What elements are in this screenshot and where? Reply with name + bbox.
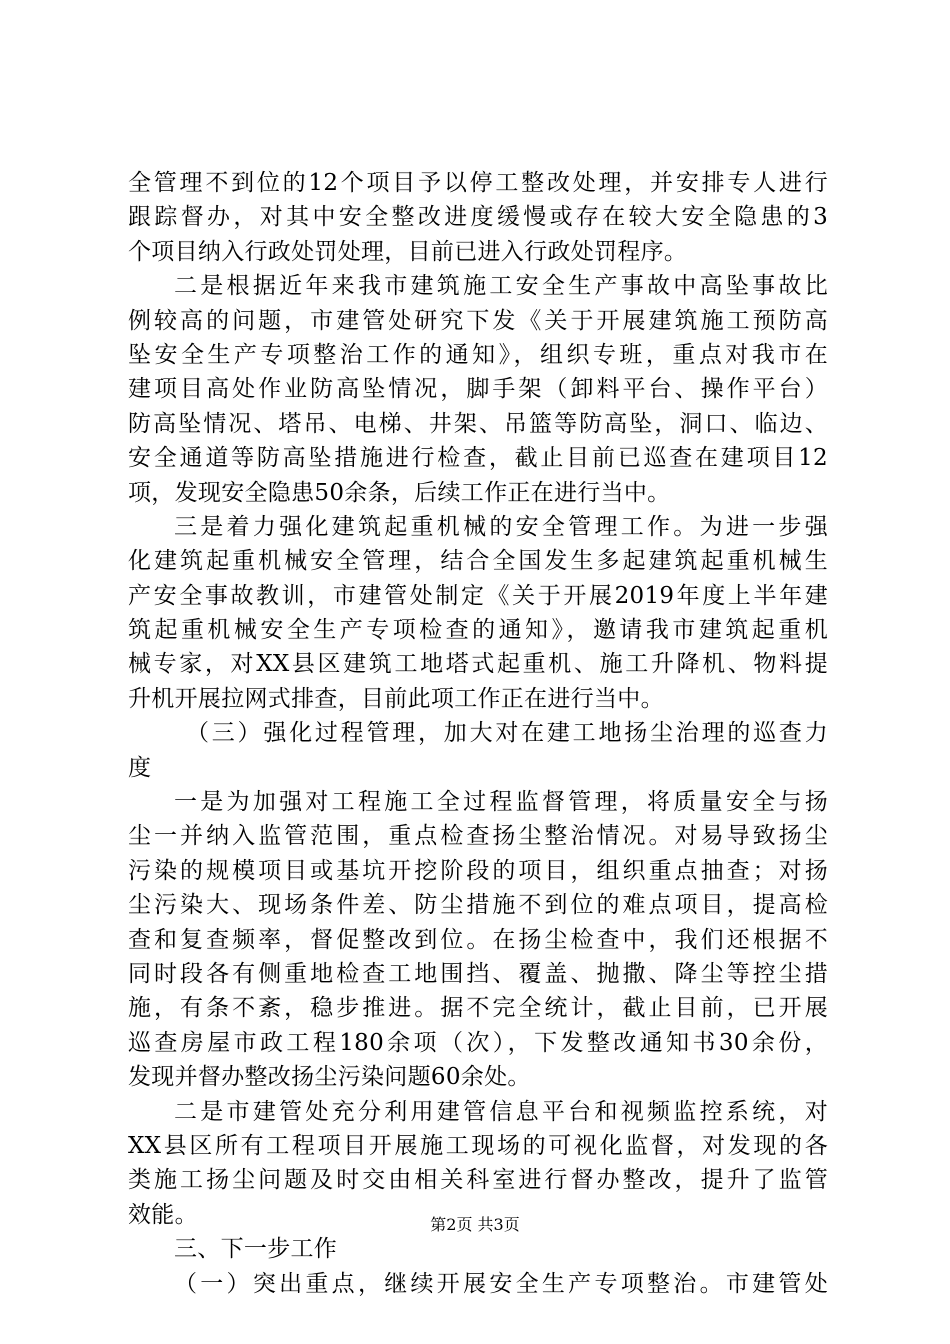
text-line: 坠安全生产专项整治工作的通知》，组织专班，重点对我市在 [128,341,828,368]
text-line: 发现并督办整改扬尘污染问题60余处。 [128,1064,531,1091]
text-line: XX县区所有工程项目开展施工现场的可视化监督，对发现的各 [128,1132,828,1159]
text-line: 污染的规模项目或基坑开挖阶段的项目，组织重点抽查；对扬 [128,857,828,884]
section-heading: （三）强化过程管理，加大对在建工地扬尘治理的巡查力 [186,720,828,747]
body-text [128,166,828,1301]
text-line: 类施工扬尘问题及时交由相关科室进行督办整改，提升了监管 [128,1167,828,1194]
text-line: 建项目高处作业防高坠情况，脚手架（卸料平台、操作平台） [128,376,828,403]
text-line: 全管理不到位的12个项目予以停工整改处理，并安排专人进行 [128,170,828,196]
text-line: 查和复查频率，督促整改到位。在扬尘检查中，我们还根据不 [128,926,828,953]
section-heading: 三、下一步工作 [174,1236,338,1263]
text-line: 二是市建管处充分利用建管信息平台和视频监控系统，对 [174,1098,828,1125]
text-line: 安全通道等防高坠措施进行检查，截止目前已巡查在建项目12 [128,445,828,472]
text-line: 筑起重机械安全生产专项检查的通知》，邀请我市建筑起重机 [128,617,828,644]
text-line: 二是根据近年来我市建筑施工安全生产事故中高坠事故比 [174,273,828,300]
section-heading: （一）突出重点，继续开展安全生产专项整治。市建管处 [174,1270,828,1297]
text-line: 化建筑起重机械安全管理，结合全国发生多起建筑起重机械生 [128,548,828,575]
text-line: 一是为加强对工程施工全过程监督管理，将质量安全与扬 [174,789,828,816]
text-line: 例较高的问题，市建管处研究下发《关于开展建筑施工预防高 [128,307,828,334]
text-line: 项，发现安全隐患50余条，后续工作正在进行当中。 [128,479,671,506]
text-line: 施，有条不紊，稳步推进。据不完全统计，截止目前，已开展 [128,995,828,1022]
text-line: 个项目纳入行政处罚处理，目前已进入行政处罚程序。 [128,238,688,265]
text-line: 三是着力强化建筑起重机械的安全管理工作。为进一步强 [174,513,828,540]
text-line: 跟踪督办，对其中安全整改进度缓慢或存在较大安全隐患的3 [128,204,828,231]
text-line: 巡查房屋市政工程180余项（次），下发整改通知书30余份， [128,1029,828,1056]
text-line: 升机开展拉网式排查，目前此项工作正在进行当中。 [128,685,664,712]
text-line: 尘污染大、现场条件差、防尘措施不到位的难点项目，提高检 [128,892,828,919]
text-line: 产安全事故教训，市建管处制定《关于开展2019年度上半年建 [128,582,828,609]
page-number: 第2页 共3页 [430,1215,520,1234]
text-line: 效能。 [128,1201,198,1228]
text-line: 防高坠情况、塔吊、电梯、井架、吊篮等防高坠，洞口、临边、 [128,410,828,437]
text-line: 尘一并纳入监管范围，重点检查扬尘整治情况。对易导致扬尘 [128,823,828,850]
section-heading: 度 [128,754,152,781]
text-line: 械专家，对XX县区建筑工地塔式起重机、施工升降机、物料提 [128,651,828,678]
text-line: 同时段各有侧重地检查工地围挡、覆盖、抛撒、降尘等控尘措 [128,960,828,987]
